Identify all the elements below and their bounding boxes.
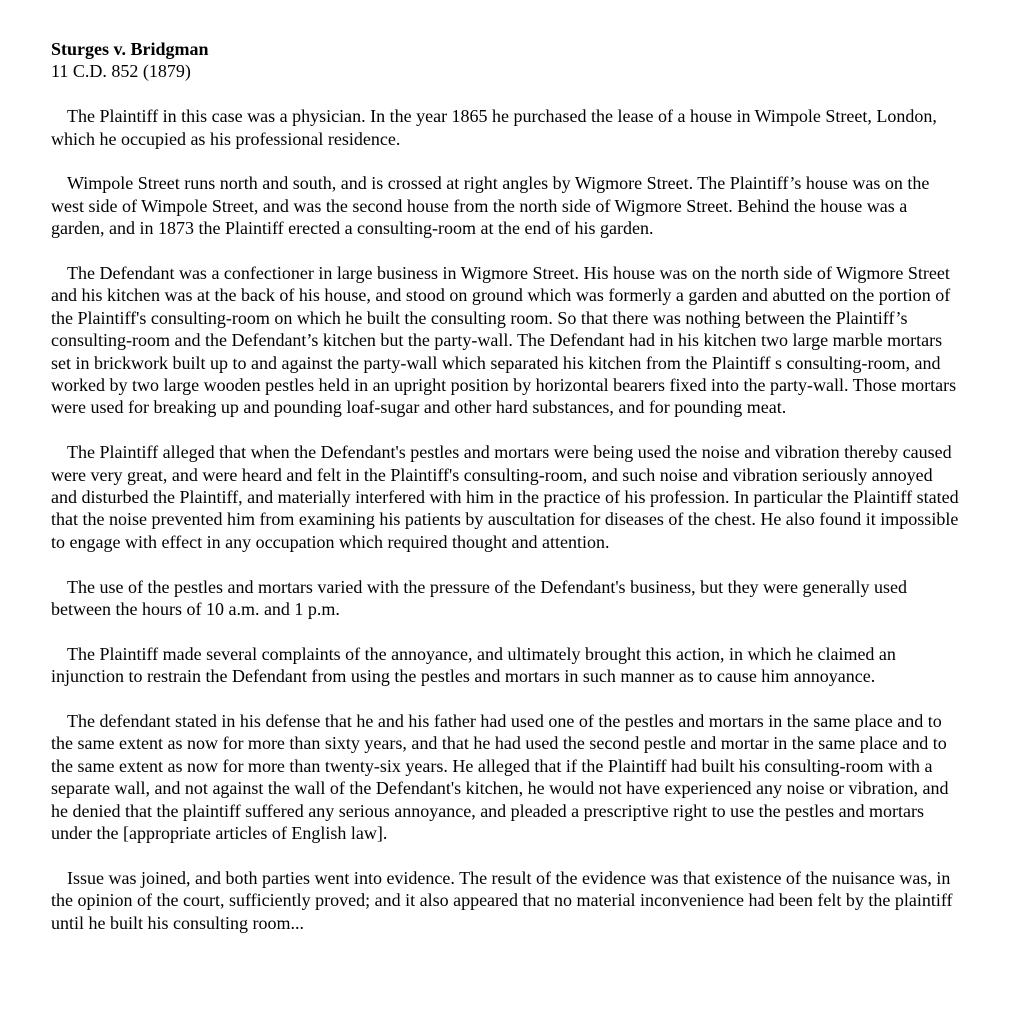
paragraph-6: The Plaintiff made several complaints of the annoyance, and ultimately brought this action, in which he claimed an injunction to restrain the Defendant from using the pestles and mortars in such manner as to cause him annoyance.	[51, 643, 896, 687]
case-citation: 11 C.D. 852 (1879)	[51, 61, 191, 82]
case-title: Sturges v. Bridgman	[51, 39, 209, 59]
paragraph-8: Issue was joined, and both parties went into evidence. The result of the evidence was that existence of the nuisance was, in the opinion of the court, sufficiently proved; and it also appeared that no material inconvenience had been felt by the plaintiff until he built his consulting room...	[51, 867, 953, 933]
paragraph-5: The use of the pestles and mortars varied with the pressure of the Defendant's business, but they were generally used between the hours of 10 a.m. and 1 p.m.	[51, 576, 907, 620]
document-body	[51, 38, 961, 934]
paragraph-1: The Plaintiff in this case was a physician. In the year 1865 he purchased the lease of a house in Wimpole Street, London, which he occupied as his professional residence.	[51, 106, 937, 149]
paragraph-2: Wimpole Street runs north and south, and is crossed at right angles by Wigmore Street. The Plaintiff’s house was on the west side of Wimpole Street, and was the second house from the north side of Wigmore Street. Behind the house was a garden, and in 1873 the Plaintiff erected a consulting-room at the end of his garden.	[51, 173, 930, 239]
paragraph-7: The defendant stated in his defense that he and his father had used one of the pestles and mortars in the same place and to the same extent as now for more than sixty years, and that he had used the second pestle and mortar in the same place and to the same extent as now for more than twenty-six years. He alleged that if the Plaintiff had built his consulting-room with a separate wall, and not against the wall of the Defendant's kitchen, he would not have experienced any noise or vibration, and he denied that the plaintiff suffered any serious annoyance, and pleaded a prescriptive right to use the pestles and mortars under the [appropriate articles of English law].	[51, 711, 949, 844]
paragraph-4: The Plaintiff alleged that when the Defendant's pestles and mortars were being used the noise and vibration thereby caused were very great, and were heard and felt in the Plaintiff's consulting-room, and such noise and vibration seriously annoyed and disturbed the Plaintiff, and materially interfered with him in the practice of his profession. In particular the Plaintiff stated that the noise prevented him from examining his patients by auscultation for diseases of the chest. He also found it impossible to engage with effect in any occupation which required thought and attention.	[51, 442, 959, 552]
paragraph-3: The Defendant was a confectioner in large business in Wigmore Street. His house was on the north side of Wigmore Street and his kitchen was at the back of his house, and stood on ground which was formerly a garden and abutted on the portion of the Plaintiff's consulting-room on which he built the consulting room. So that there was nothing between the Plaintiff’s consulting-room and the Defendant’s kitchen but the party-wall. The Defendant had in his kitchen two large marble mortars set in brickwork built up to and against the party-wall which separated his kitchen from the Plaintiff s consulting-room, and worked by two large wooden pestles held in an upright position by horizontal bearers fixed into the party-wall. Those mortars were used for breaking up and pounding loaf-sugar and other hard substances, and for pounding meat.	[51, 263, 957, 418]
